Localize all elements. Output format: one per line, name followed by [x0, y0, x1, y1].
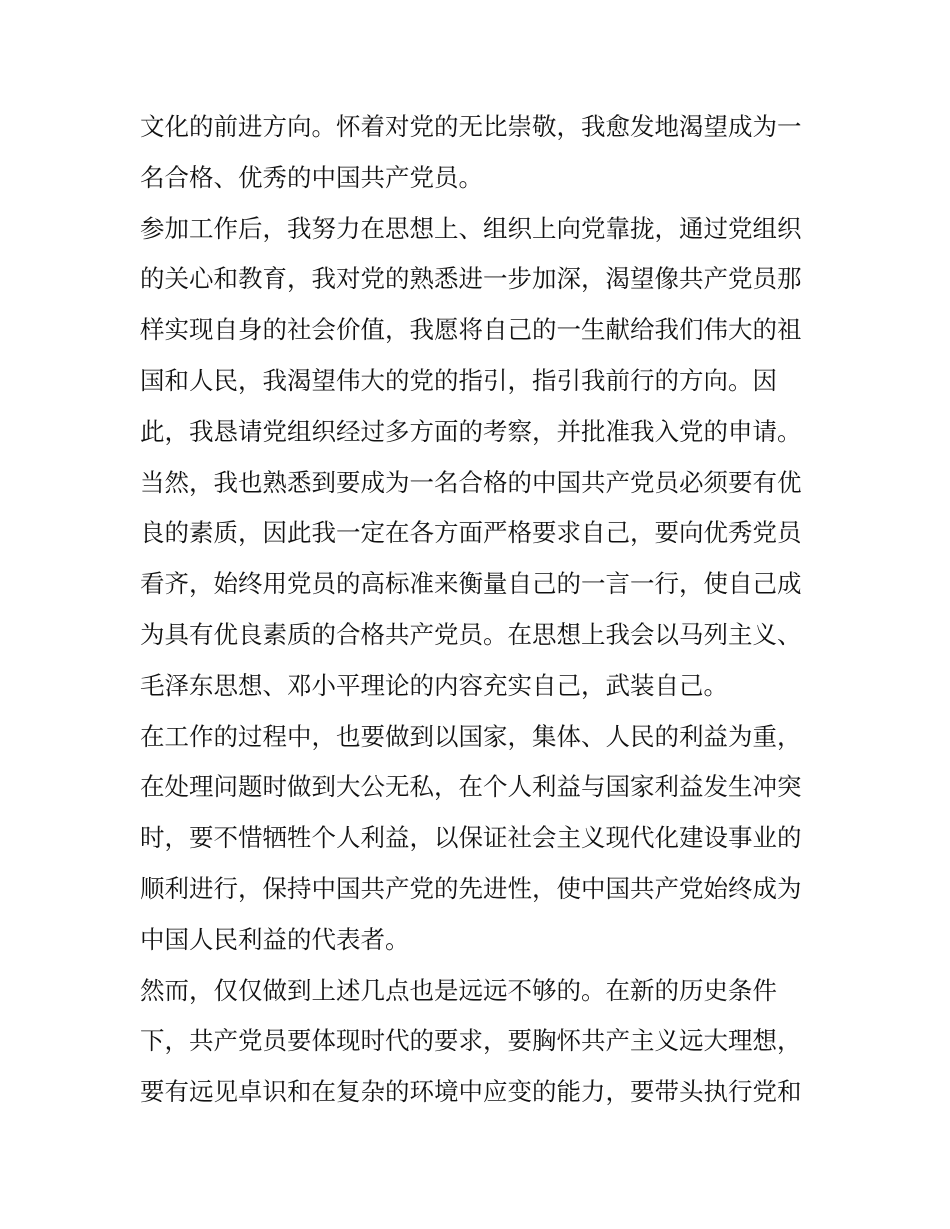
text-line: 样实现自身的社会价值，我愿将自己的一生献给我们伟大的祖 — [140, 315, 802, 345]
text-line: 当然，我也熟悉到要成为一名合格的中国共产党员必须要有优 — [140, 467, 802, 497]
text-line: 参加工作后，我努力在思想上、组织上向党靠拢，通过党组织 — [140, 213, 802, 243]
text-line: 文化的前进方向。怀着对党的无比崇敬，我愈发地渴望成为一 — [140, 112, 802, 141]
text-line: 国和人民，我渴望伟大的党的指引，指引我前行的方向。因 — [140, 365, 777, 395]
text-line: 在工作的过程中，也要做到以国家，集体、人民的利益为重， — [140, 721, 802, 751]
text-line: 下，共产党员要体现时代的要求，要胸怀共产主义远大理想， — [140, 1026, 802, 1056]
text-line: 要有远见卓识和在复杂的环境中应变的能力，要带头执行党和 — [140, 1077, 802, 1107]
text-line: 此，我恳请党组织经过多方面的考察，并批准我入党的申请。 — [140, 416, 802, 446]
text-line: 顺利进行，保持中国共产党的先进性，使中国共产党始终成为 — [140, 873, 802, 903]
text-line: 中国人民利益的代表者。 — [140, 924, 410, 954]
text-line: 为具有优良素质的合格共产党员。在思想上我会以马列主义、 — [140, 619, 802, 649]
text-line: 良的素质，因此我一定在各方面严格要求自己，要向优秀党员 — [140, 518, 802, 548]
text-line: 毛泽东思想、邓小平理论的内容充实自己，武装自己。 — [140, 670, 728, 700]
body-text — [140, 102, 820, 1118]
text-line: 时，要不惜牺牲个人利益，以保证社会主义现代化建设事业的 — [140, 823, 802, 853]
text-line: 名合格、优秀的中国共产党员。 — [140, 162, 483, 192]
text-line: 然而，仅仅做到上述几点也是远远不够的。在新的历史条件 — [140, 975, 777, 1005]
text-line: 看齐，始终用党员的高标准来衡量自己的一言一行，使自己成 — [140, 569, 802, 599]
text-line: 的关心和教育，我对党的熟悉进一步加深，渴望像共产党员那 — [140, 264, 802, 294]
text-line: 在处理问题时做到大公无私，在个人利益与国家利益发生冲突 — [140, 772, 802, 802]
